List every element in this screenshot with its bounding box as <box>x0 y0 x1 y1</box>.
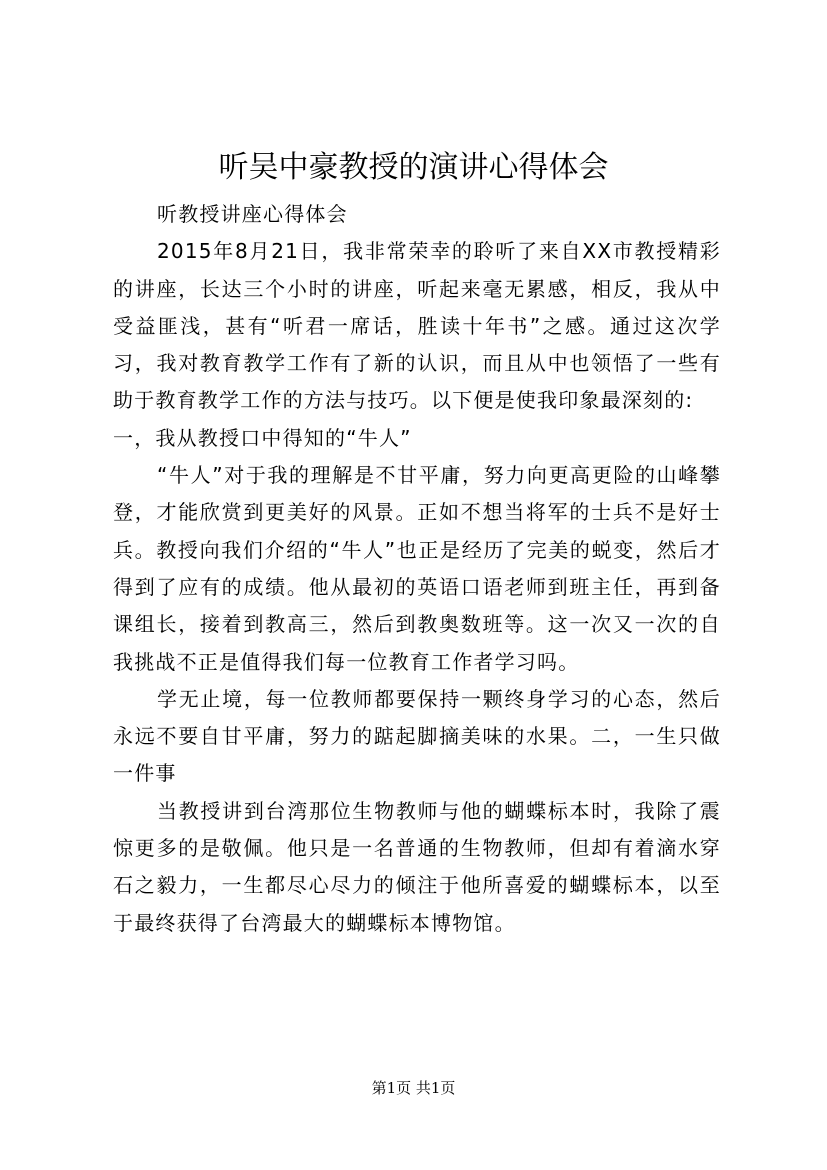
paragraph-heading-one: 一，我从教授口中得知的“牛人” <box>113 425 412 450</box>
document-title: 听吴中豪教授的演讲心得体会 <box>218 150 609 185</box>
paragraph-lifelong-learning: 学无止境，每一位教师都要保持一颗终身学习的心态，然后永远不要自甘平庸，努力的踮起脚摘美味的水果。二，一生只做一件事 <box>113 686 721 786</box>
paragraph-butterfly: 当教授讲到台湾那位生物教师与他的蝴蝶标本时，我除了震惊更多的是敬佩。他只是一名普通的生物教师，但却有着滴水穿石之毅力，一生都尽心尽力的倾注于他所喜爱的蝴蝶标本，以至于最终获得了台湾最大的蝴蝶标本博物馆。 <box>113 798 721 935</box>
page-footer: 第1页 共1页 <box>371 1079 456 1097</box>
paragraph-intro: 2015年8月21日，我非常荣幸的聆听了来自XX市教授精彩的讲座，长达三个小时的讲座，听起来毫无累感，相反，我从中受益匪浅，甚有“听君一席话，胜读十年书”之感。通过这次学习，我对教育教学工作有了新的认识，而且从中也领悟了一些有助于教育教学工作的方法与技巧。以下便是使我印象最深刻的: <box>113 239 721 413</box>
document-body <box>113 196 721 942</box>
paragraph-subtitle: 听教授讲座心得体会 <box>157 202 348 226</box>
paragraph-niuren: “牛人”对于我的理解是不甘平庸，努力向更高更险的山峰攀登，才能欣赏到更美好的风景。正如不想当将军的士兵不是好士兵。教授向我们介绍的“牛人”也正是经历了完美的蜕变，然后才得到了应有的成绩。他从最初的英语口语老师到班主任，再到备课组长，接着到教高三，然后到教奥数班等。这一次又一次的自我挑战不正是值得我们每一位教育工作者学习吗。 <box>113 463 721 674</box>
